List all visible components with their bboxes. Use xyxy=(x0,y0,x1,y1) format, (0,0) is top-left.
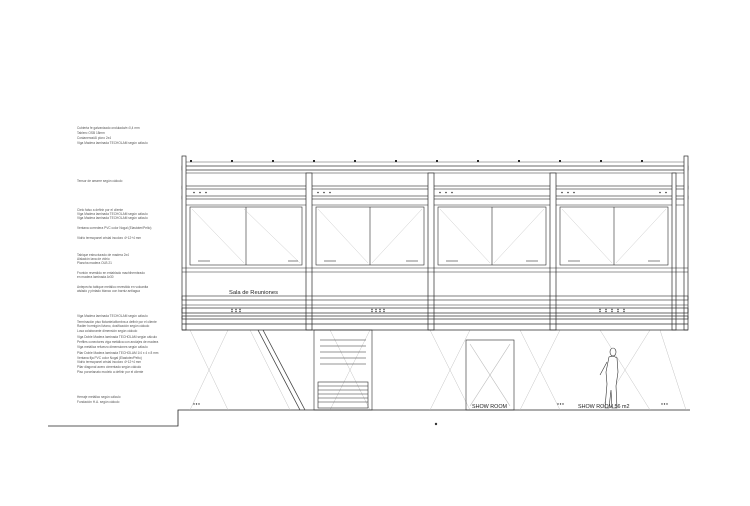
roof-purlin xyxy=(436,160,438,162)
floor-bolt xyxy=(611,311,612,312)
floor-bolt xyxy=(617,311,618,312)
base-plate-bolt xyxy=(198,403,199,404)
annotation-a1: Cubierta fe galvanizado ondulado/e=0,4 mm xyxy=(77,126,140,130)
roof-purlin xyxy=(518,160,520,162)
beam-bolt xyxy=(451,192,453,194)
annotation-a20: Radier hormigón liviano, dosificación según cálculo xyxy=(77,324,150,328)
base-plate-bolt xyxy=(560,403,561,404)
roof-purlin xyxy=(190,160,192,162)
floor-bolt xyxy=(605,309,606,310)
floor-bolt xyxy=(383,309,384,310)
floor-bolt xyxy=(239,311,240,312)
roof-purlin xyxy=(395,160,397,162)
annotation-a4: Viga Madera laminada TECHOLAM según cálculo xyxy=(77,141,148,145)
showroom-area-label: SHOW ROOM 56 m2 xyxy=(578,404,630,410)
floor-bolt xyxy=(611,309,612,310)
floor-bolt xyxy=(379,309,380,310)
roof-purlin xyxy=(313,160,315,162)
annotation-a12: Aislación lana de vidrio xyxy=(77,257,110,261)
roof xyxy=(182,162,688,173)
floor-bolt xyxy=(375,311,376,312)
base-plate-bolt xyxy=(661,403,662,404)
parapet xyxy=(182,268,688,305)
roof-purlin xyxy=(477,160,479,162)
annotation-a16: Antepecho tabique metálico revestido en volcanita xyxy=(77,285,149,289)
beam-bolt xyxy=(561,192,563,194)
showroom-label: SHOW ROOM xyxy=(472,404,508,410)
beam-bolt xyxy=(193,192,195,194)
annotation-a29: Piso porcelanato modelo a definir por el cliente xyxy=(77,370,144,374)
annotation-a10: Vidrio termopanel cristal incoloro 4+12+4 mm xyxy=(77,236,142,240)
base-plate-bolt xyxy=(196,403,197,404)
meeting-room-label: Sala de Reuniones xyxy=(229,290,278,296)
roof-purlin xyxy=(600,160,602,162)
annotation-a22: Viga Doble Madera laminada TECHOLAM según cálculo xyxy=(77,335,157,339)
annotation-a5: Tensor de amarre según cálculo xyxy=(77,179,123,183)
ground-line xyxy=(48,410,690,426)
roof-purlin xyxy=(354,160,356,162)
floor-bolt xyxy=(383,311,384,312)
annotation-a25: Pilar Doble Madera laminada TECHOLAM 1/4 x 4 x 8 mm xyxy=(77,351,159,355)
floor-bolt xyxy=(239,309,240,310)
roof-purlins xyxy=(190,160,643,162)
beam-bolt xyxy=(567,192,569,194)
roof-purlin xyxy=(272,160,274,162)
annotation-a7: Viga Madera laminada TECHOLAM según cálculo xyxy=(77,212,148,216)
beam-bolt xyxy=(329,192,331,194)
roof-purlin xyxy=(231,160,233,162)
floor-bolt xyxy=(235,309,236,310)
floor-bolt xyxy=(623,311,624,312)
upper-beam xyxy=(182,186,688,205)
annotation-a30: Herraje metálico según cálculo xyxy=(77,395,121,399)
beam-bolt xyxy=(573,192,575,194)
annotation-a17: aislado y pintado blanco con barniz antiagua xyxy=(77,289,140,293)
annotation-a21: Losa colaborante dimensión según cálculo xyxy=(77,329,138,333)
showroom-door xyxy=(466,340,514,410)
beam-bolt xyxy=(659,192,661,194)
floor-bolt xyxy=(379,311,380,312)
floor-bolt xyxy=(599,311,600,312)
human-figure xyxy=(600,348,618,408)
floor-bolt xyxy=(375,309,376,310)
floor-bolt xyxy=(623,309,624,310)
floor-bolt xyxy=(231,311,232,312)
grid-marker xyxy=(435,423,437,425)
beam-bolt xyxy=(199,192,201,194)
annotation-a9: Ventana corredera PVC color Nogal (Elastoter/Pelto) xyxy=(77,226,152,230)
annotation-a18: Viga Madera laminada TECHOLAM según cálculo xyxy=(77,314,148,318)
annotation-a6: Cielo falso a definir por el cliente xyxy=(77,208,124,212)
roof-purlin xyxy=(641,160,643,162)
beam-bolt xyxy=(445,192,447,194)
beam-bolt xyxy=(205,192,207,194)
floor-bolt xyxy=(231,309,232,310)
floor-bolt xyxy=(599,309,600,310)
base-plate-bolt xyxy=(562,403,563,404)
beam-bolt xyxy=(439,192,441,194)
annotation-a28: Pilar diagonal acero cimentado según cálculo xyxy=(77,365,142,369)
beam-bolt xyxy=(665,192,667,194)
annotation-a31: Fundación H.A. según cálculo xyxy=(77,400,120,404)
base-plate-bolt xyxy=(193,403,194,404)
annotation-a26: Ventana fija PVC color Nogal (Elastoter/Pelto) xyxy=(77,356,142,360)
roof-purlin xyxy=(559,160,561,162)
columns xyxy=(182,156,688,330)
annotation-a24: Viga metálica refuerzo dimensiones según cálculo xyxy=(77,345,148,349)
annotation-a8: Viga Madera laminada TECHOLAM según cálculo xyxy=(77,216,148,220)
annotation-a15: en madera laminada Ar30 xyxy=(77,275,114,279)
floor-bolt xyxy=(371,309,372,310)
stair xyxy=(314,330,372,410)
floor-bolt xyxy=(371,311,372,312)
main-diagonal-column xyxy=(258,330,305,410)
base-plate-bolt xyxy=(557,403,558,404)
floor-bolt xyxy=(617,309,618,310)
annotation-a11: Tabique estructurado de madera 2x4 xyxy=(77,253,129,257)
annotation-a19: Terminación piso flotante/alfombra a definir por el cliente xyxy=(77,320,157,324)
floor-bolt xyxy=(605,311,606,312)
floor-bolt xyxy=(235,311,236,312)
beam-bolt xyxy=(317,192,319,194)
annotation-a23: Perfiles conectores viga metálica con anclajes de madera xyxy=(77,340,159,344)
base-plate-bolt xyxy=(664,403,665,404)
beam-bolt xyxy=(323,192,325,194)
base-plate-bolt xyxy=(666,403,667,404)
annotation-a27: Vidrio termopanel cristal incoloro 4+12+4 mm xyxy=(77,360,142,364)
annotation-a13: Plancha madera OLB 21 xyxy=(77,261,112,265)
annotation-a3: Costaneras/Al ploro 2x4 xyxy=(77,136,112,140)
annotation-a2: Tablero OSB 18mm xyxy=(77,131,105,135)
annotation-a14: Frontón revestido en entablado machihembrado xyxy=(77,271,145,275)
